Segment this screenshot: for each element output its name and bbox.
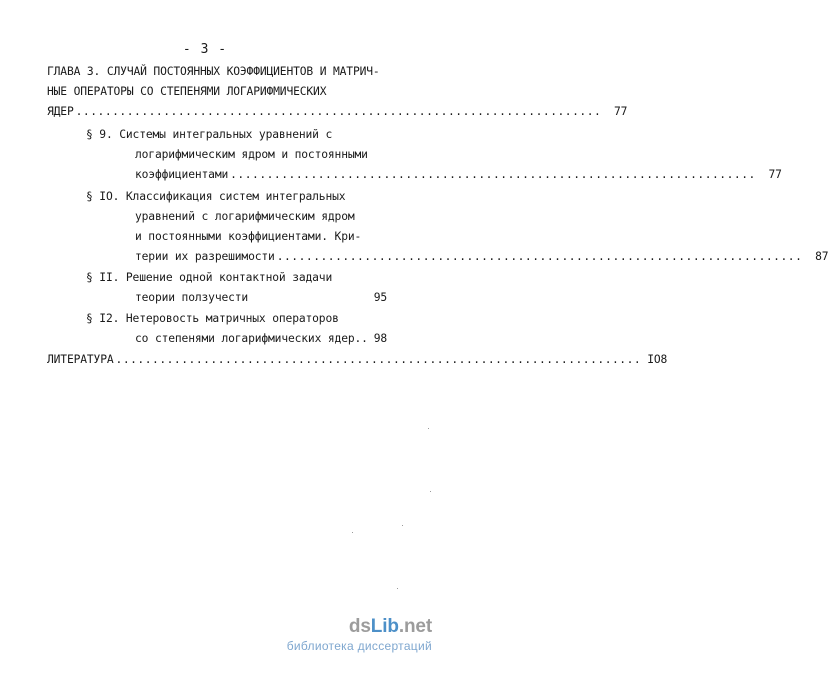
- dot-leader: ........................................................................: [75, 105, 602, 118]
- page-ref: 98: [373, 332, 387, 345]
- section-title-end: терии их разрешимости: [135, 250, 275, 263]
- page-ref: 95: [373, 291, 387, 304]
- scan-speck: [430, 491, 431, 492]
- scan-speck: [397, 588, 398, 589]
- section-title-line: § IO. Классификация систем интегральных: [86, 190, 346, 203]
- dot-leader: ........................................................................: [230, 168, 756, 181]
- section-title-line: и постоянными коэффициентами. Кри-: [135, 230, 362, 243]
- section-title-line: логарифмическим ядром и постоянными: [135, 148, 368, 161]
- literature-label: ЛИТЕРАТУРА: [47, 353, 114, 366]
- toc-entry-section9: [135, 165, 782, 185]
- scan-speck: [428, 428, 429, 429]
- section-title-end: коэффициентами: [135, 168, 229, 181]
- chapter-title-end: ЯДЕР: [47, 105, 74, 118]
- dot-leader: ........................................................................: [115, 353, 642, 366]
- page-ref: 77: [614, 105, 628, 118]
- section-title-line: § 9. Системы интегральных уравнений с: [86, 128, 333, 141]
- section-title-line: § I2. Нетеровость матричных операторов: [86, 312, 339, 325]
- watermark: [287, 616, 432, 654]
- scan-speck: [352, 532, 353, 533]
- scan-speck: [402, 525, 403, 526]
- toc-entry-literature: [47, 350, 668, 370]
- chapter-title-line: ГЛАВА 3. СЛУЧАЙ ПОСТОЯННЫХ КОЭФФИЦИЕНТОВ И МАТРИЧ-: [47, 65, 380, 78]
- chapter-title-line: НЫЕ ОПЕРАТОРЫ СО СТЕПЕНЯМИ ЛОГАРИФМИЧЕСКИХ: [47, 85, 327, 98]
- section-title-line: теории ползучести: [135, 291, 249, 304]
- toc-entry-section10: [135, 247, 828, 267]
- section-title-line: уравнений с логарифмическим ядром: [135, 210, 355, 223]
- section-title-line: § II. Решение одной контактной задачи: [86, 271, 333, 284]
- page-ref: 77: [768, 168, 782, 181]
- watermark-tagline: библиотека диссертаций: [286, 639, 432, 653]
- section-title-line: со степенями логарифмических ядер..: [135, 332, 368, 345]
- page-ref: IO8: [647, 353, 668, 366]
- toc-entry-chapter3: [47, 102, 628, 122]
- watermark-logo: dsLib.net: [348, 616, 432, 637]
- dot-leader: ........................................................................: [276, 250, 803, 263]
- page-number: - 3 -: [182, 42, 228, 57]
- page-ref: 87: [815, 250, 828, 263]
